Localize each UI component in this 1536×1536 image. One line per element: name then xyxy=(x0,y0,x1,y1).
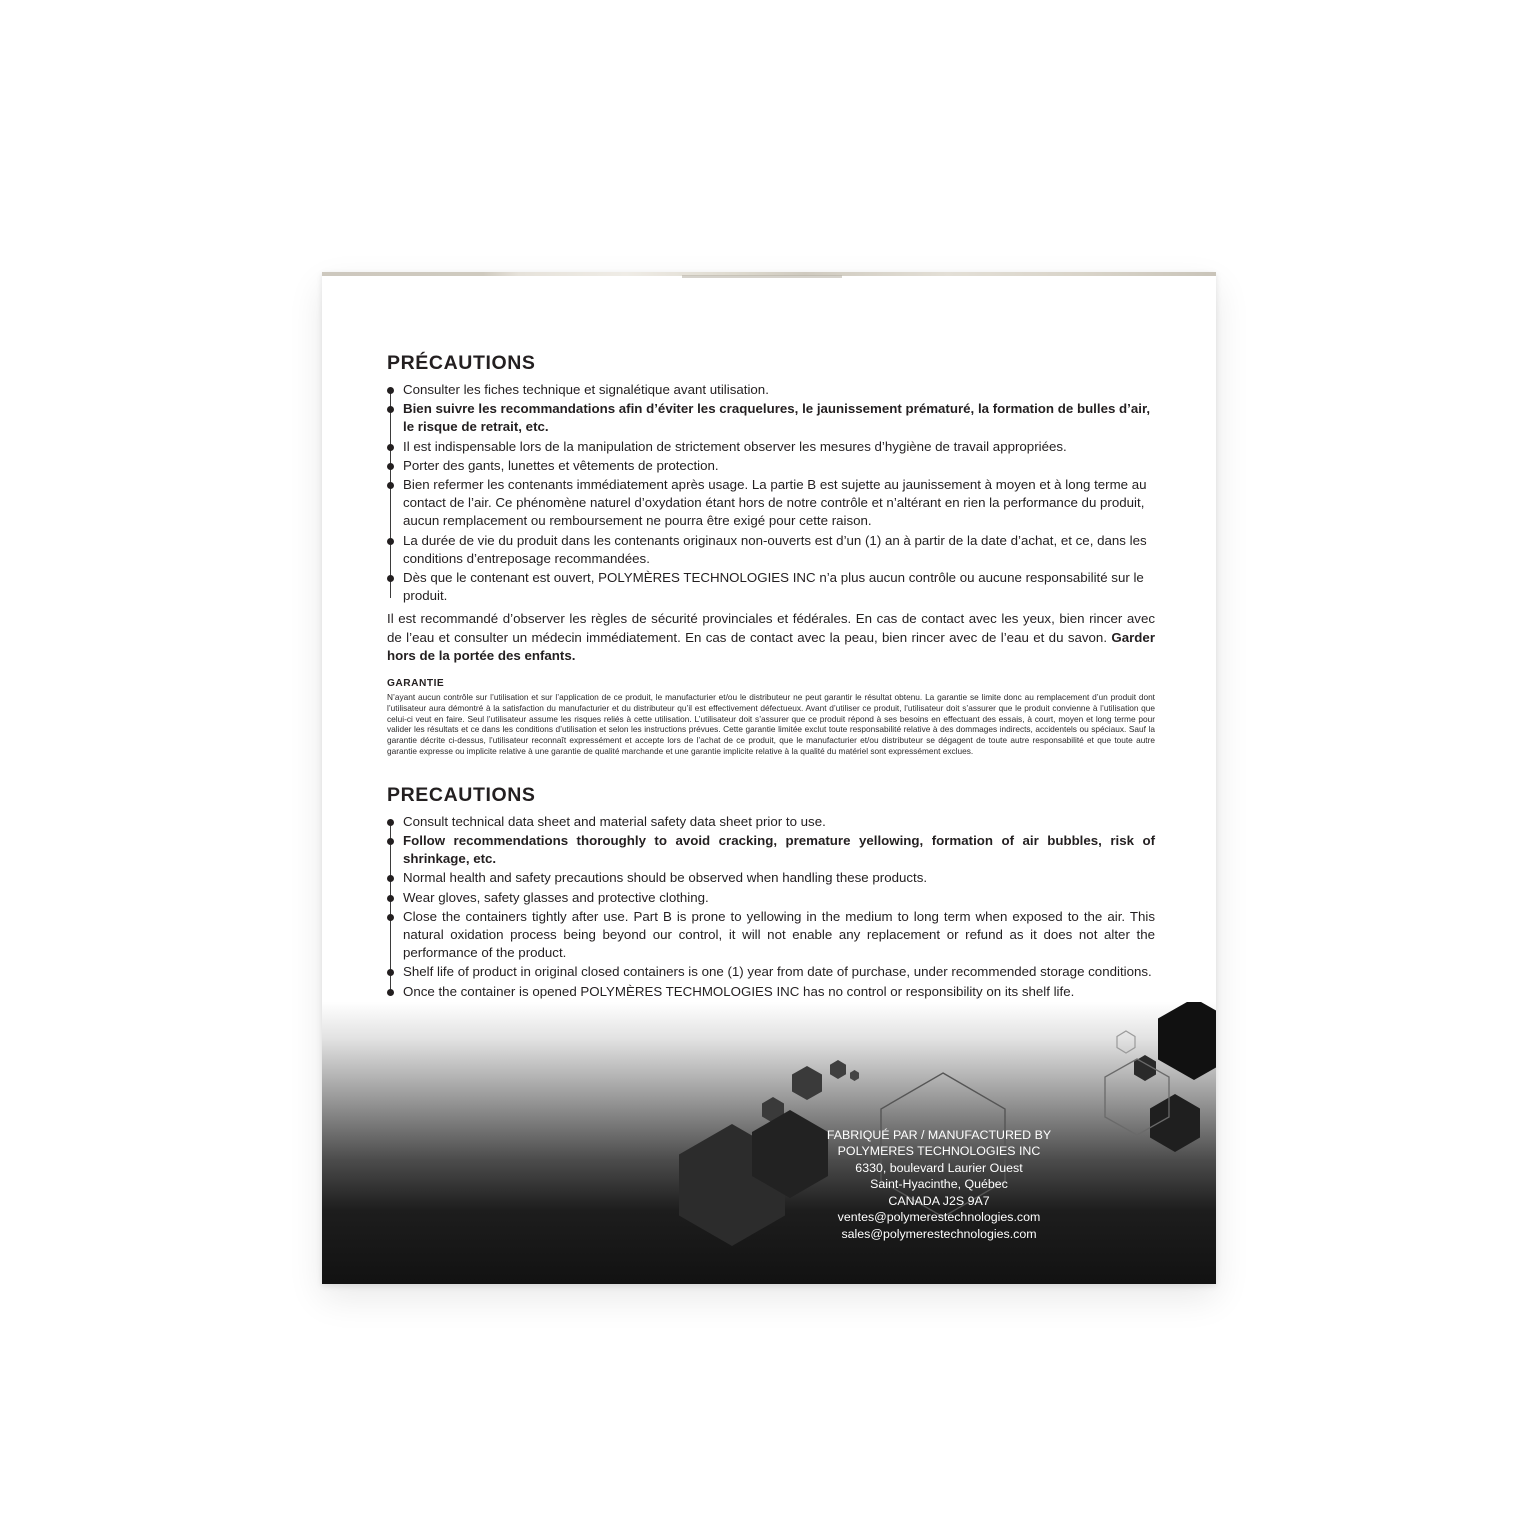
safety-paragraph-fr-text: Il est recommandé d’observer les règles de sécurité provinciales et fédérales. En cas de contact avec les yeux, bien rincer avec de l’eau et consulter un médecin immédiatement. En cas de contact avec la peau, bien rincer avec de l’eau et du savon. xyxy=(387,611,1155,645)
bottom-gradient-panel xyxy=(322,1002,1216,1284)
list-item: Bien refermer les contenants immédiatement après usage. La partie B est sujette au jaunissement à moyen et à long terme au contact de l’air. Ce phénomène naturel d’oxydation étant hors de notre contrôle et n’altérant en rien la performance du produit, aucun remplacement ou remboursement ne pourra être exigé pour cette raison. xyxy=(387,476,1155,531)
list-item: Bien suivre les recommandations afin d’éviter les craquelures, le jaunissement prématuré, la formation de bulles d’air, le risque de retrait, etc. xyxy=(387,400,1155,436)
list-item: Close the containers tightly after use. Part B is prone to yellowing in the medium to long term when exposed to the air. This natural oxidation process being beyond our control, it will not enable any replacement or refund as it does not alter the performance of the product. xyxy=(387,908,1155,963)
list-item: Normal health and safety precautions should be observed when handling these products. xyxy=(387,869,1155,887)
box-top-seam xyxy=(682,275,842,278)
list-item: Consult technical data sheet and material safety data sheet prior to use. xyxy=(387,813,1155,831)
address-line: 6330, boulevard Laurier Ouest xyxy=(855,1160,1023,1175)
warranty-title-fr: GARANTIE xyxy=(387,678,445,690)
list-item: Consulter les fiches technique et signalétique avant utilisation. xyxy=(387,381,1155,399)
list-item: Il est indispensable lors de la manipulation de strictement observer les mesures d’hygiène de travail appropriées. xyxy=(387,438,1155,456)
list-item: Porter des gants, lunettes et vêtements de protection. xyxy=(387,457,1155,475)
section-precautions-fr xyxy=(387,352,1155,757)
list-item: Wear gloves, safety glasses and protective clothing. xyxy=(387,889,1155,907)
safety-paragraph-fr-emphasis: Garder hors de la portée des enfants. xyxy=(387,629,1155,663)
hexagon-outline-icon xyxy=(1104,1058,1170,1136)
manufacturer-address xyxy=(729,1127,1149,1243)
safety-paragraph-fr xyxy=(387,610,1155,665)
list-item: Follow recommendations thoroughly to avoid cracking, premature yellowing, formation of air bubbles, risk of shrinkage, etc. xyxy=(387,832,1155,868)
page-title-fr: PRÉCAUTIONS xyxy=(387,352,536,374)
bullet-list-fr xyxy=(387,381,1155,605)
bullet-list-en xyxy=(387,813,1155,1001)
warranty-text-fr: N’ayant aucun contrôle sur l’utilisation et sur l’application de ce produit, le manufacturier et/ou le distributeur ne peut garantir le résultat obtenu. La garantie se limite donc au remplacement d’un produit dont l’utilisateur aura démontré à la satisfaction du manufacturier et du distributeur qu’il est effectivement défectueux. Avant d’utiliser ce produit, l’utilisateur doit s’assurer que le produit convienne à l’utilisation que celui-ci veut en faire. Seul l’utilisateur assume les risques reliés à cette utilisation. L’utilisateur doit s’assurer que ce produit répond à ses besoins en effectuant des essais, à court, moyen et long terme pour valider les résultats et ce dans les conditions d’utilisation et selon les instructions prévues. Cette garantie limitée exclut toute responsabilité relative à des dommages indirects, accidentels ou spéciaux. Sauf la garantie décrite ci-dessus, l’utilisateur reconnaît expressément et accepte lors de l’achat de ce produit, que le manufacturier et/ou distributeur se dégagent de toute autre responsabilité et que toute autre garantie expresse ou implicite relative à une garantie de qualité marchande et une garantie implicite relative à la qualité du matériel sont expressément exclues. xyxy=(387,692,1155,756)
list-item: Once the container is opened POLYMÈRES TECHMOLOGIES INC has no control or responsibility on its shelf life. xyxy=(387,983,1155,1001)
hexagon-icon xyxy=(850,1070,859,1081)
hexagon-icon xyxy=(830,1060,846,1079)
hexagon-outline-icon xyxy=(1116,1030,1136,1054)
product-box xyxy=(322,272,1216,1284)
address-line: FABRIQUÉ PAR / MANUFACTURED BY xyxy=(826,1127,1052,1142)
address-line: CANADA J2S 9A7 xyxy=(888,1193,990,1208)
email-en: sales@polymerestechnologies.com xyxy=(841,1226,1037,1241)
email-fr: ventes@polymerestechnologies.com xyxy=(837,1210,1041,1224)
list-item: Dès que le contenant est ouvert, POLYMÈRES TECHNOLOGIES INC n’a plus aucun contrôle ou aucune responsabilité sur le produit. xyxy=(387,569,1155,605)
address-line: POLYMERES TECHNOLOGIES INC xyxy=(837,1144,1041,1158)
page-title-en: PRECAUTIONS xyxy=(387,783,536,806)
hexagon-icon xyxy=(792,1066,822,1100)
address-line: Saint-Hyacinthe, Québec xyxy=(870,1177,1008,1191)
list-item: Shelf life of product in original closed containers is one (1) year from date of purchase, under recommended storage conditions. xyxy=(387,963,1155,981)
list-item: La durée de vie du produit dans les contenants originaux non-ouverts est d’un (1) an à partir de la date d’achat, et ce, dans les conditions d’entreposage recommandées. xyxy=(387,532,1155,568)
